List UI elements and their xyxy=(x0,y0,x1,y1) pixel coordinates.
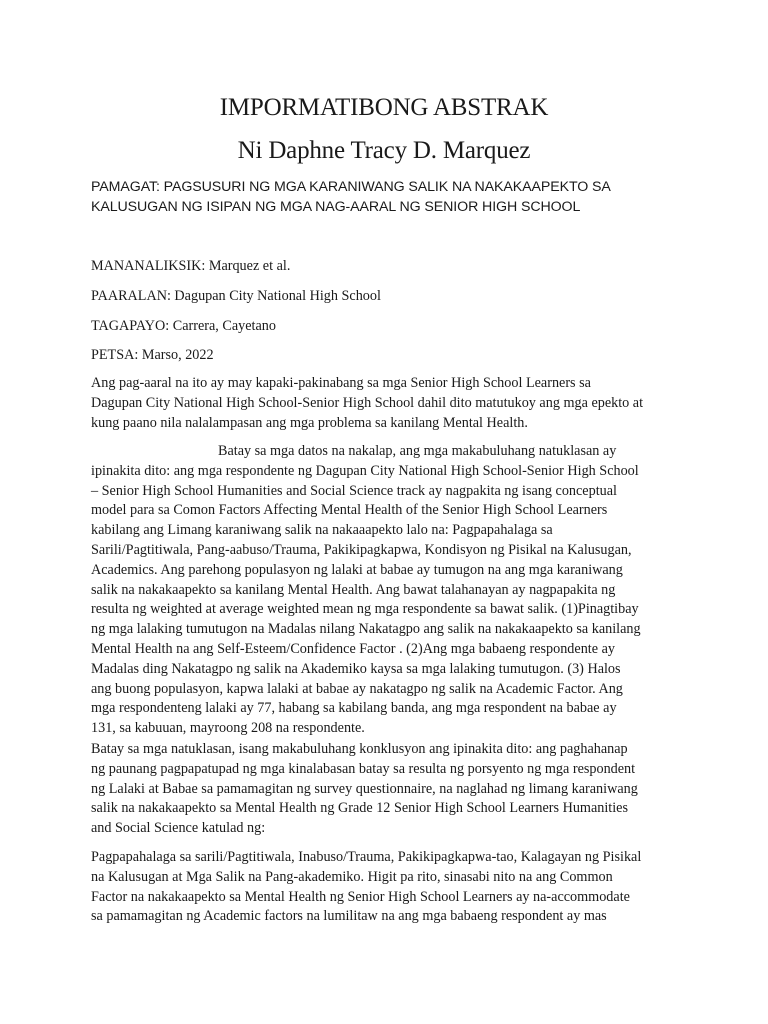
paragraph-line: Ang pag-aaral na ito ay may kapaki-pakinabang sa mga Senior High School Learners sa xyxy=(91,375,591,391)
paragraph-line: ang buong populasyon, kapwa lalaki at babae ay nakatagpo ng salik na Academic Factor. Ang xyxy=(91,680,623,697)
document-title: IMPORMATIBONG ABSTRAK xyxy=(219,94,549,121)
paragraph-line: Madalas ding Nakatagpo ng salik na Akademiko kaysa sa mga lalaking tumutugon. (3) Halos xyxy=(91,660,621,677)
paragraph-line: Mental Health na ang Self-Esteem/Confidence Factor . (2)Ang mga babaeng respondente ay xyxy=(91,640,615,657)
pamagat-line: KALUSUGAN NG ISIPAN NG MGA NAG-AARAL NG SENIOR HIGH SCHOOL xyxy=(91,199,581,215)
pamagat-line: PAMAGAT: PAGSUSURI NG MGA KARANIWANG SALIK NA NAKAKAAPEKTO SA xyxy=(91,179,611,195)
paragraph-line: and Social Science katulad ng: xyxy=(91,820,266,837)
paragraph-line: Factor na nakakaapekto sa Mental Health ng Senior High School Learners ay na-accommodate xyxy=(91,888,630,905)
paragraph-line: na Kalusugan at Mga Salik na Pang-akademiko. Higit pa rito, sinasabi nito na ang Common xyxy=(91,868,613,885)
paragraph-intro xyxy=(91,374,691,433)
paragraph-line: Dagupan City National High School-Senior High School dahil dito matutukoy ang mga epekto at xyxy=(91,394,644,411)
paragraph-line: resulta ng weighted at average weighted mean ng mga respondente sa bawat salik. (1)Pinagtibay xyxy=(91,601,639,618)
paragraph-line: model para sa Comon Factors Affecting Mental Health of the Senior High School Learners xyxy=(91,502,608,519)
paragraph-line: mga respondenteng lalaki ay 77, habang sa kabilang banda, ang mga respondent na babae ay xyxy=(91,700,617,717)
tagapayo-line: TAGAPAYO: Carrera, Cayetano xyxy=(91,318,276,334)
paragraph-line: ng paunang pagpapatupad ng mga kinalabasan batay sa resulta ng porsyento ng mga respondent xyxy=(91,760,636,777)
paragraph-conclusion xyxy=(91,740,691,839)
paragraph-line: salik na nakakaapekto sa Mental Health ng Grade 12 Senior High School Learners Humanities xyxy=(91,800,628,817)
paaralan-line: PAARALAN: Dagupan City National High School xyxy=(91,288,381,304)
paragraph-line: ng mga lalaking tumutugon na Madalas nilang Nakatagpo ang salik na nakakaapekto sa kanilang xyxy=(91,621,641,638)
paragraph-factors xyxy=(91,848,691,927)
paragraph-line: Academics. Ang parehong populasyon ng lalaki at babae ay tumugon na ang mga karaniwang xyxy=(91,561,623,578)
paragraph-line: ng Lalaki at Babae sa pamamagitan ng survey questionnaire, na naglahad ng limang karaniwang xyxy=(91,780,638,797)
paragraph-line: ipinakita dito: ang mga respondente ng Dagupan City National High School-Senior High School xyxy=(91,462,639,479)
document-author: Ni Daphne Tracy D. Marquez xyxy=(237,137,531,164)
petsa-line: PETSA: Marso, 2022 xyxy=(91,347,214,363)
mananaliksik-line: MANANALIKSIK: Marquez et al. xyxy=(91,258,291,274)
paragraph-line: kung paano nila nalalampasan ang mga problema sa kanilang Mental Health. xyxy=(91,414,528,431)
paragraph-line: Batay sa mga natuklasan, isang makabuluhang konklusyon ang ipinakita dito: ang paghahanap xyxy=(91,741,628,757)
pamagat-heading xyxy=(91,177,691,217)
paragraph-findings xyxy=(91,442,691,739)
paragraph-line: – Senior High School Humanities and Social Science track ay nagpakita ng isang conceptual xyxy=(91,482,617,499)
paragraph-line: Pagpapahalaga sa sarili/Pagtitiwala, Inabuso/Trauma, Pakikipagkapwa-tao, Kalagayan ng Pisikal xyxy=(91,849,642,865)
paragraph-line: Batay sa mga datos na nakalap, ang mga makabuluhang natuklasan ay xyxy=(218,443,617,459)
paragraph-line: 131, sa kabuuan, mayroong 208 na respondente. xyxy=(91,720,365,737)
paragraph-line: sa pamamagitan ng Academic factors na lumilitaw na ang mga babaeng respondent ay mas xyxy=(91,908,607,925)
paragraph-line: kabilang ang Limang karaniwang salik na nakaaapekto lalo na: Pagpapahalaga sa xyxy=(91,522,553,539)
paragraph-line: Sarili/Pagtitiwala, Pang-aabuso/Trauma, Pakikipagkapwa, Kondisyon ng Pisikal na Kalusugan, xyxy=(91,541,632,558)
paragraph-line: salik na nakakaapekto sa kanilang Mental Health. Ang bawat talahanayan ay nagpapakita ng xyxy=(91,581,616,598)
